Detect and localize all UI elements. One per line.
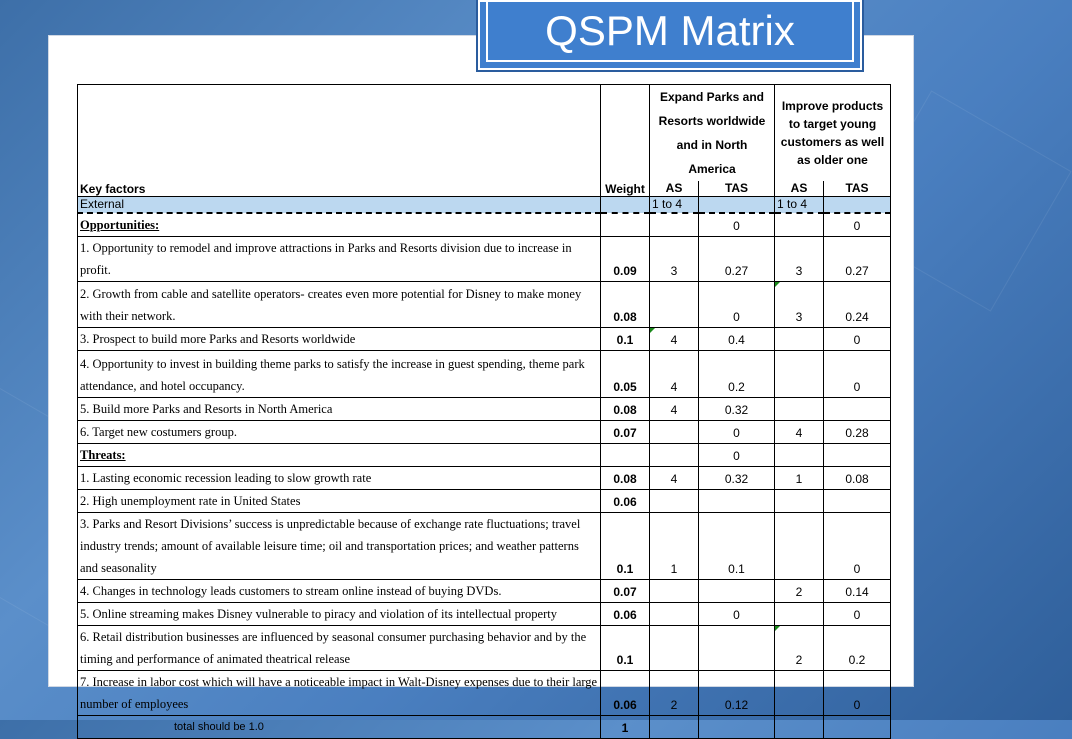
as-cell: [775, 513, 824, 580]
tas-cell: 0: [699, 603, 775, 626]
tas-cell: 0.4: [699, 328, 775, 351]
tas-cell: 0: [699, 444, 775, 467]
as-cell: 4: [650, 467, 699, 490]
as-cell: [775, 603, 824, 626]
as-cell: 2: [775, 580, 824, 603]
tas-cell: 0: [824, 513, 891, 580]
as-cell: 2: [650, 671, 699, 716]
tas-cell: 0: [824, 328, 891, 351]
as-cell: [775, 490, 824, 513]
weight-cell: 0.06: [601, 603, 650, 626]
as-cell: [650, 580, 699, 603]
slide-title: QSPM Matrix: [545, 7, 795, 54]
qspm-table: [77, 84, 891, 739]
factor-cell: 2. Growth from cable and satellite operators- creates even more potential for Disney to make money with their network.: [78, 282, 601, 328]
table-row: [78, 603, 891, 626]
as-cell: [775, 716, 824, 739]
factor-cell: 1. Lasting economic recession leading to slow growth rate: [78, 467, 601, 490]
external-scale-2: 1 to 4: [775, 196, 824, 213]
factor-cell: 2. High unemployment rate in United States: [78, 490, 601, 513]
tas-cell: 0.27: [699, 237, 775, 282]
external-row: [78, 196, 891, 213]
tas-cell: [699, 490, 775, 513]
tas-cell: 0.27: [824, 237, 891, 282]
as-cell: 1: [650, 513, 699, 580]
as-cell: 3: [775, 282, 824, 328]
tas-cell: [824, 398, 891, 421]
factor-cell: 6. Retail distribution businesses are influenced by seasonal consumer purchasing behavior and by the timing and performance of animated theatrical release: [78, 626, 601, 671]
as-cell: [650, 716, 699, 739]
tas-cell: 0.32: [699, 398, 775, 421]
weight-cell: 0.08: [601, 398, 650, 421]
header-as-1: AS: [650, 181, 699, 196]
table-row: [78, 213, 891, 237]
as-cell: [775, 351, 824, 398]
header-as-2: AS: [775, 181, 824, 196]
table-row: [78, 490, 891, 513]
table-row: [78, 671, 891, 716]
as-cell: [775, 213, 824, 237]
weight-cell: 0.08: [601, 467, 650, 490]
table-row: [78, 351, 891, 398]
tas-cell: [824, 444, 891, 467]
external-label: External: [78, 196, 601, 213]
as-cell: [650, 603, 699, 626]
factor-cell: 6. Target new costumers group.: [78, 421, 601, 444]
as-cell: [650, 421, 699, 444]
weight-cell: [601, 444, 650, 467]
factor-cell: total should be 1.0: [78, 716, 601, 739]
table-row: [78, 513, 891, 580]
factor-rows: [78, 213, 891, 739]
as-cell: 4: [650, 398, 699, 421]
factor-cell: 4. Opportunity to invest in building theme parks to satisfy the increase in guest spending, theme park attendance, and hotel occupancy.: [78, 351, 601, 398]
weight-cell: 1: [601, 716, 650, 739]
weight-cell: 0.06: [601, 490, 650, 513]
weight-cell: 0.1: [601, 513, 650, 580]
tas-cell: 0: [824, 351, 891, 398]
external-scale-1: 1 to 4: [650, 196, 699, 213]
tas-cell: 0.2: [824, 626, 891, 671]
as-cell: 4: [775, 421, 824, 444]
weight-cell: 0.05: [601, 351, 650, 398]
as-cell: [650, 213, 699, 237]
as-cell: [650, 490, 699, 513]
header-tas-2: TAS: [824, 181, 891, 196]
table-row: [78, 421, 891, 444]
as-cell: [775, 671, 824, 716]
tas-cell: 0.08: [824, 467, 891, 490]
tas-cell: 0.1: [699, 513, 775, 580]
as-cell: 4: [650, 328, 699, 351]
as-cell: [775, 444, 824, 467]
table-row: [78, 580, 891, 603]
header-strategy-1: Expand Parks and Resorts worldwide and in North America: [650, 85, 775, 182]
tas-cell: 0: [699, 421, 775, 444]
header-tas-1: TAS: [699, 181, 775, 196]
tas-cell: 0: [824, 213, 891, 237]
header-strategy-2: Improve products to target young customers as well as older one: [775, 85, 891, 182]
table-row: [78, 282, 891, 328]
tas-cell: [824, 716, 891, 739]
header-key-factors: Key factors: [78, 85, 601, 197]
weight-cell: 0.07: [601, 580, 650, 603]
factor-cell: 5. Online streaming makes Disney vulnerable to piracy and violation of its intellectual property: [78, 603, 601, 626]
table-row: [78, 398, 891, 421]
as-cell: 2: [775, 626, 824, 671]
as-cell: [650, 444, 699, 467]
tas-cell: [824, 490, 891, 513]
factor-cell: 1. Opportunity to remodel and improve attractions in Parks and Resorts division due to increase in profit.: [78, 237, 601, 282]
tas-cell: 0: [824, 603, 891, 626]
qspm-table-container: [77, 84, 890, 735]
weight-cell: 0.09: [601, 237, 650, 282]
tas-cell: 0: [824, 671, 891, 716]
factor-cell: 5. Build more Parks and Resorts in North America: [78, 398, 601, 421]
tas-cell: 0.12: [699, 671, 775, 716]
tas-cell: 0.14: [824, 580, 891, 603]
factor-cell: Opportunities:: [78, 213, 601, 237]
weight-cell: [601, 213, 650, 237]
factor-cell: 4. Changes in technology leads customers to stream online instead of buying DVDs.: [78, 580, 601, 603]
weight-cell: 0.1: [601, 328, 650, 351]
tas-cell: [699, 580, 775, 603]
tas-cell: [699, 626, 775, 671]
factor-cell: 7. Increase in labor cost which will have a noticeable impact in Walt-Disney expenses due to their large number of employees: [78, 671, 601, 716]
tas-cell: 0.2: [699, 351, 775, 398]
tas-cell: 0.24: [824, 282, 891, 328]
tas-cell: 0.32: [699, 467, 775, 490]
as-cell: 3: [775, 237, 824, 282]
title-box: [478, 0, 862, 70]
table-row: [78, 467, 891, 490]
weight-cell: 0.1: [601, 626, 650, 671]
as-cell: [650, 282, 699, 328]
table-row: [78, 716, 891, 739]
as-cell: [650, 626, 699, 671]
as-cell: 1: [775, 467, 824, 490]
table-row: [78, 626, 891, 671]
tas-cell: 0: [699, 282, 775, 328]
header-row-strategies: [78, 85, 891, 182]
table-row: [78, 328, 891, 351]
table-row: [78, 237, 891, 282]
tas-cell: [699, 716, 775, 739]
as-cell: 4: [650, 351, 699, 398]
factor-cell: 3. Parks and Resort Divisions’ success is unpredictable because of exchange rate fluctuations; travel industry trends; amount of available leisure time; oil and transportation prices; and weather patterns and seasonality: [78, 513, 601, 580]
factor-cell: 3. Prospect to build more Parks and Resorts worldwide: [78, 328, 601, 351]
weight-cell: 0.07: [601, 421, 650, 444]
tas-cell: 0.28: [824, 421, 891, 444]
table-row: [78, 444, 891, 467]
as-cell: [775, 398, 824, 421]
as-cell: 3: [650, 237, 699, 282]
weight-cell: 0.08: [601, 282, 650, 328]
header-weight: Weight: [601, 85, 650, 197]
tas-cell: 0: [699, 213, 775, 237]
weight-cell: 0.06: [601, 671, 650, 716]
as-cell: [775, 328, 824, 351]
factor-cell: Threats:: [78, 444, 601, 467]
